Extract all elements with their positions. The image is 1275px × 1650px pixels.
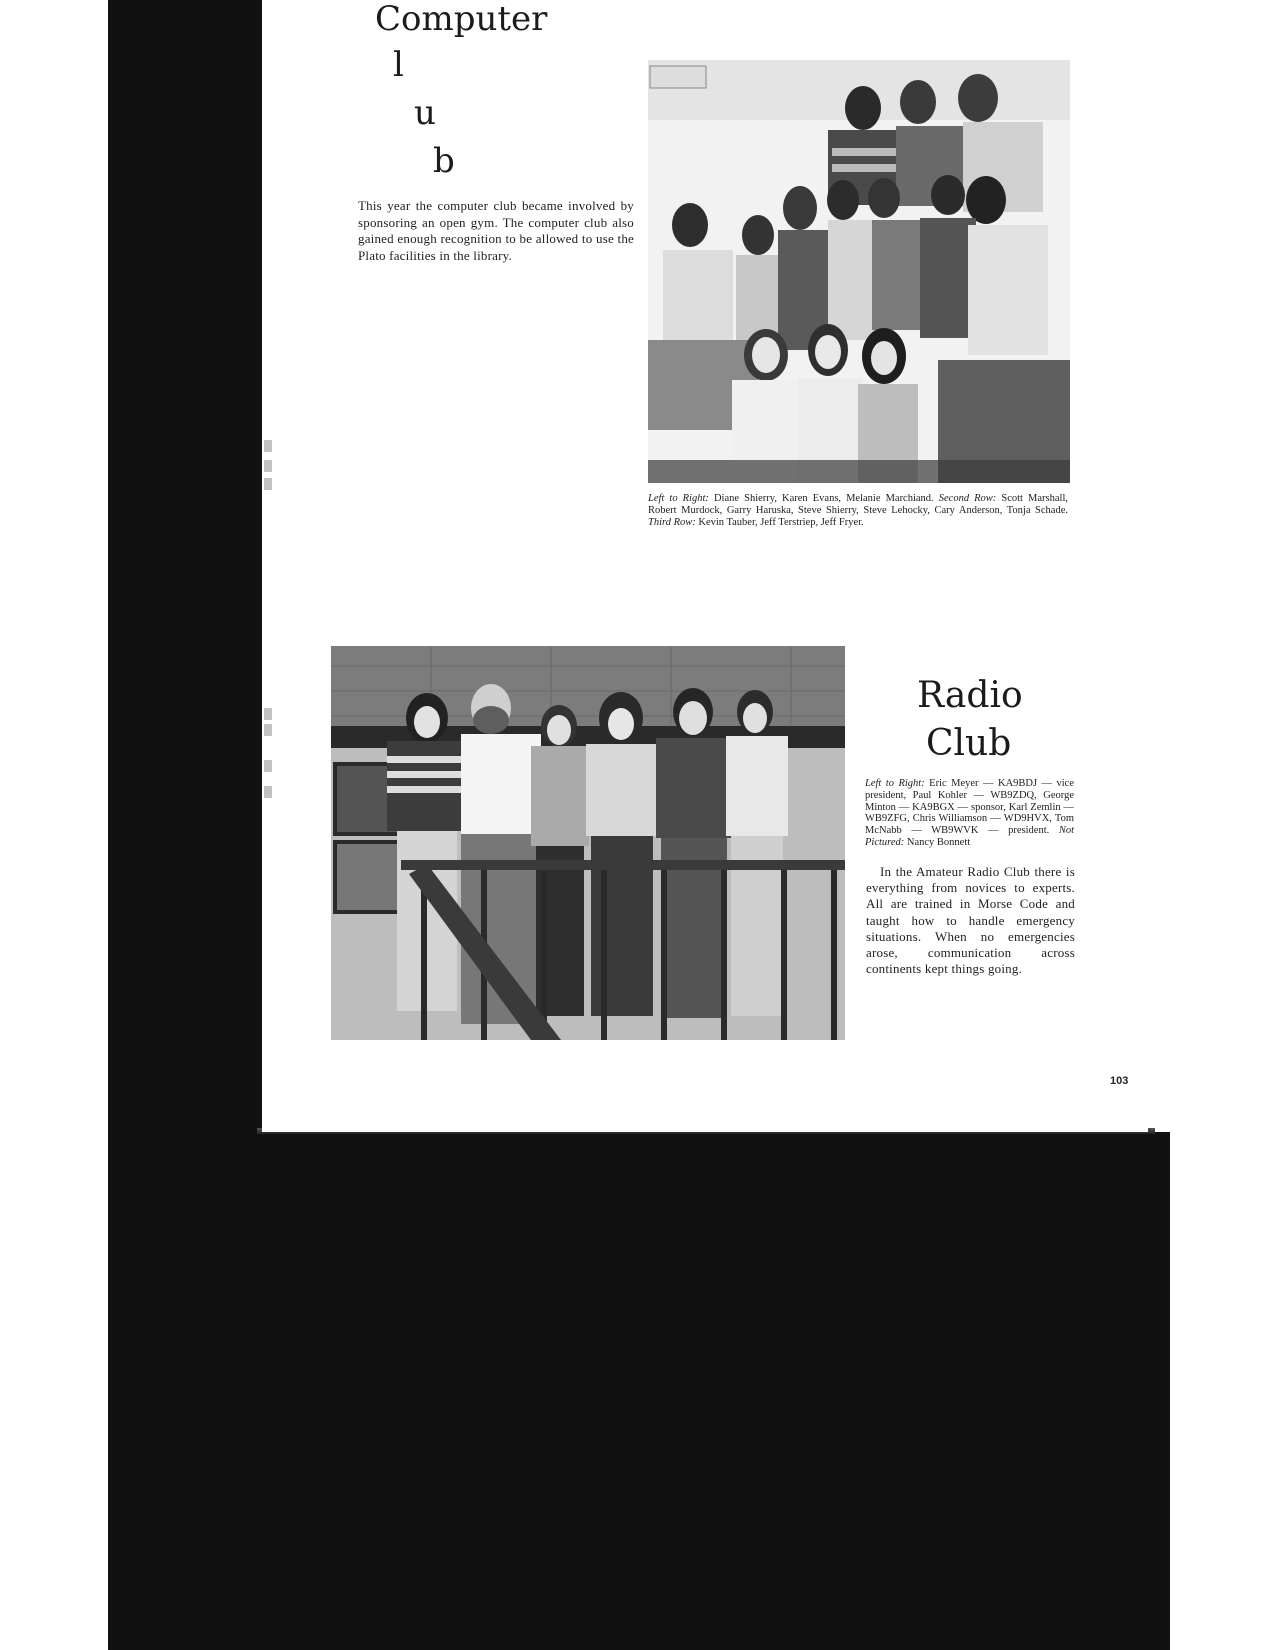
caption-label-left-to-right: Left to Right: [865,778,925,789]
margin-mark [264,708,272,720]
margin-mark [264,478,272,490]
margin-mark [264,724,272,736]
margin-mark [264,460,272,472]
computer-club-title-letter-b: b [433,141,455,181]
caption-second-row-names: Scott Marshall, Robert Murdock, Garry Haruska, Steve Shierry, Steve Lehocky, Cary Anderson, Tonja Schade. [648,493,1068,517]
caption-front-row-names: Diane Shierry, Karen Evans, Melanie Marchiand. [708,493,939,504]
page-number: 103 [1110,1075,1129,1087]
computer-club-title-word: Computer [375,0,548,39]
caption-label-third-row: Third Row: [648,517,696,529]
caption-label-second-row: Second Row: [938,493,997,504]
computer-club-title-letter-l: l [393,45,404,85]
caption-third-row-names: Kevin Tauber, Jeff Terstriep, Jeff Fryer. [695,517,864,529]
computer-club-title-letter-u: u [414,93,436,133]
caption-label-left-to-right: Left to Right: [648,493,709,504]
caption-label-not-pictured: Not Pictured: [865,825,1074,848]
radio-club-caption [865,778,1074,849]
computer-club-caption [648,493,1068,530]
radio-club-body: In the Amateur Radio Club there is everything from novices to experts. All are trained in Morse Code and taught how to handle emergency situations. When no emergencies arose, communication across continents kept things going. [866,864,1075,977]
margin-mark [264,440,272,452]
computer-club-photo-art [648,60,1070,483]
caption-member-names: Eric Meyer — KA9BDJ — vice president, Paul Kohler — WB9ZDQ, George Minton — KA9BGX — sponsor, Karl Zemlin — WB9ZFG, Chris Williamson — WD9HVX, Tom McNabb — WB9WVK — president. [865,778,1075,837]
margin-mark [264,786,272,798]
radio-club-title-line-2: Club [926,723,1012,764]
radio-club-group-photo [331,646,845,1040]
margin-mark [264,760,272,772]
caption-not-pictured-names: Nancy Bonnett [904,836,971,848]
scan-background-bottom [108,1132,1170,1650]
scan-background-right [1148,0,1170,1132]
computer-club-group-photo [648,60,1070,483]
computer-club-body: This year the computer club became involved by sponsoring an open gym. The computer club also gained enough recognition to be allowed to use the Plato facilities in the library. [358,198,634,263]
radio-club-title-line-1: Radio [917,675,1023,716]
radio-club-photo-art [331,646,845,1040]
